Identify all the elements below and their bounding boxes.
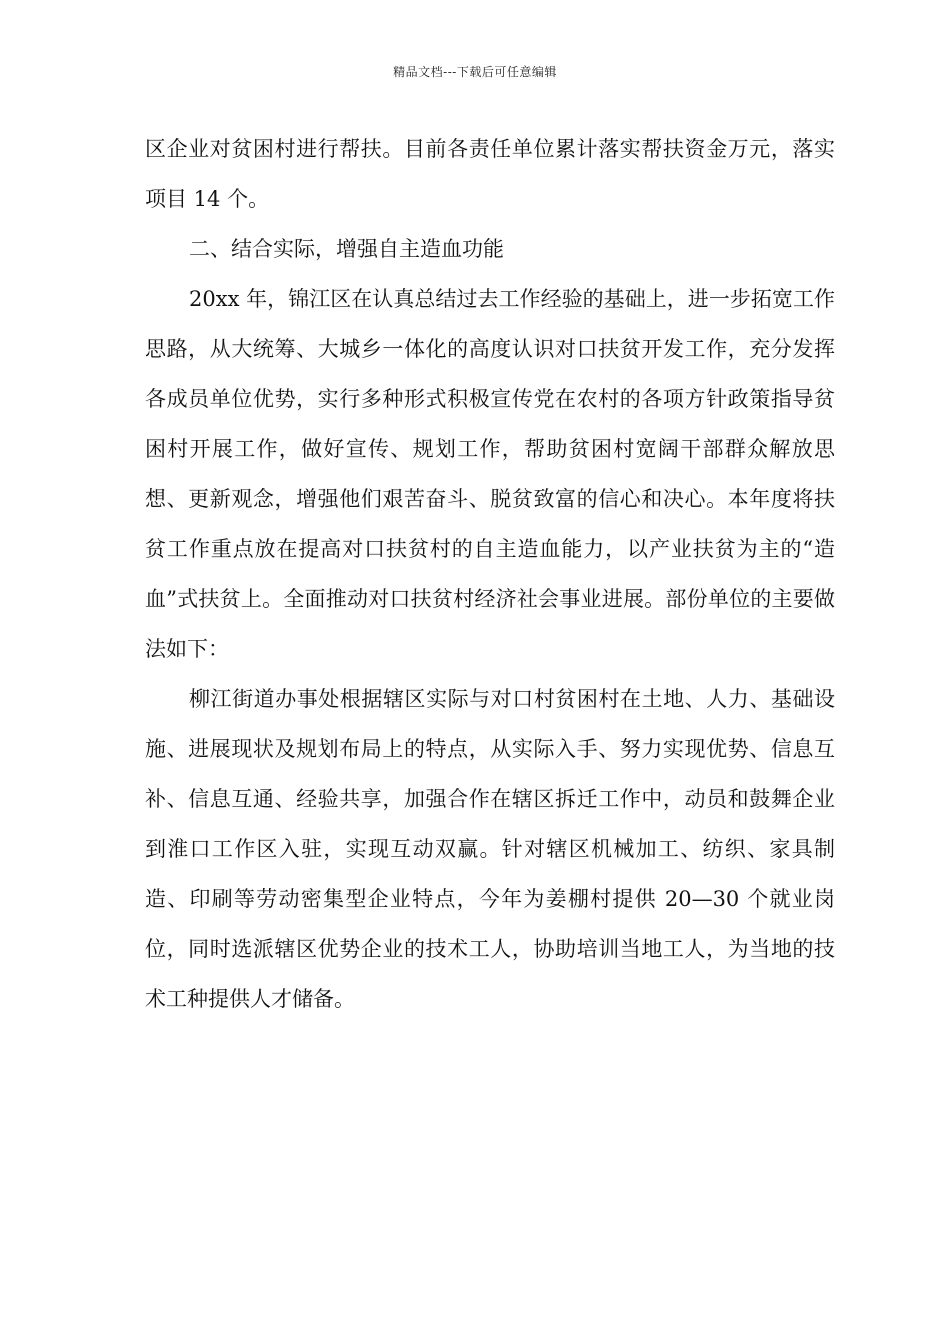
paragraph-2: 20xx 年，锦江区在认真总结过去工作经验的基础上，进一步拓宽工作思路，从大统筹、大城乡一体化的高度认识对口扶贫开发工作，充分发挥各成员单位优势，实行多种形式积极宣传党在农村的各项方针政策指导贫困村开展工作，做好宣传、规划工作，帮助贫困村宽阔干部群众解放思想、更新观念，增强他们艰苦奋斗、脱贫致富的信心和决心。本年度将扶贫工作重点放在提高对口扶贫村的自主造血能力，以产业扶贫为主的“造血”式扶贫上。全面推动对口扶贫村经济社会事业进展。部份单位的主要做法如下：: [145, 287, 835, 661]
document-body: [145, 124, 835, 1024]
paragraph-3: 柳江街道办事处根据辖区实际与对口村贫困村在土地、人力、基础设施、进展现状及规划布局上的特点，从实际入手、努力实现优势、信息互补、信息互通、经验共享，加强合作在辖区拆迁工作中，动员和鼓舞企业到淮口工作区入驻，实现互动双赢。针对辖区机械加工、纺织、家具制造、印刷等劳动密集型企业特点，今年为姜棚村提供 20—30 个就业岗位，同时选派辖区优势企业的技术工人，协助培训当地工人，为当地的技术工种提供人才储备。: [145, 687, 835, 1011]
page-header: 精品文档---下载后可任意编辑: [393, 65, 557, 79]
paragraph-1: 区企业对贫困村进行帮扶。目前各责任单位累计落实帮扶资金万元，落实项目 14 个。: [145, 137, 835, 211]
section-heading: 二、结合实际，增强自主造血功能: [189, 237, 504, 261]
